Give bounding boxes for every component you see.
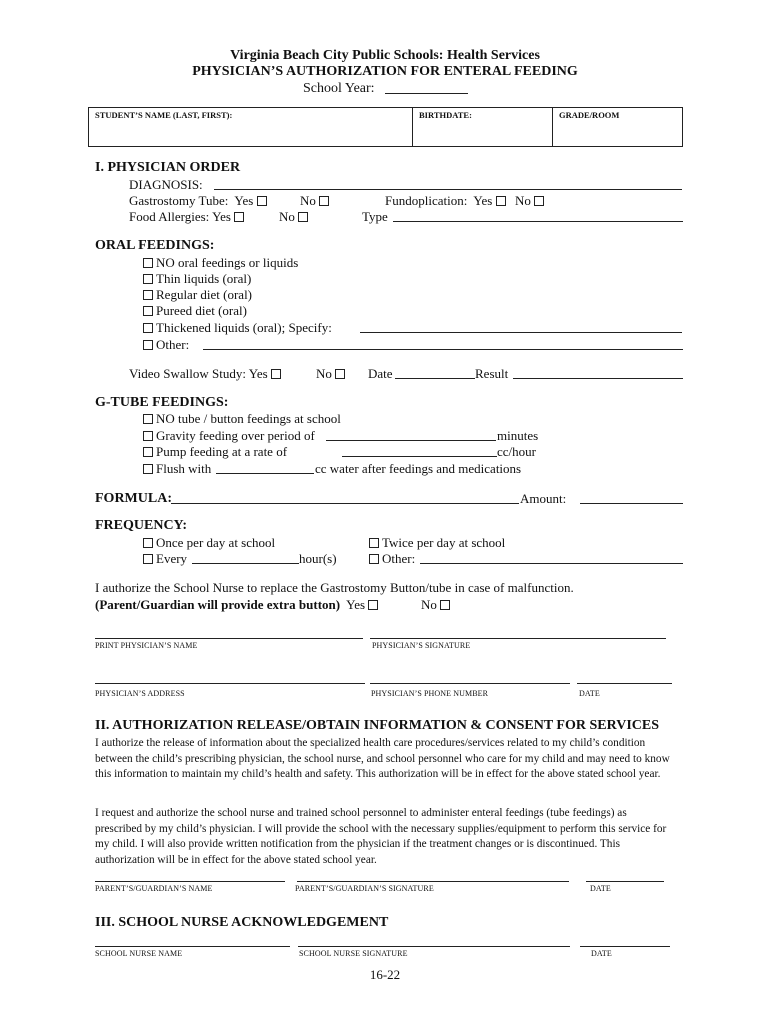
nurse-signature-label: SCHOOL NURSE SIGNATURE bbox=[299, 949, 408, 958]
fundo-yes-checkbox[interactable] bbox=[496, 196, 506, 206]
gtube-yes-checkbox[interactable] bbox=[257, 196, 267, 206]
pump-rate-field[interactable] bbox=[342, 456, 497, 457]
allergies-yes-checkbox[interactable] bbox=[234, 212, 244, 222]
section-nurse-title: III. SCHOOL NURSE ACKNOWLEDGEMENT bbox=[95, 915, 389, 930]
extra-button-row: (Parent/Guardian will provide extra button) Yes bbox=[95, 597, 381, 612]
section-physician-order-title: I. PHYSICIAN ORDER bbox=[95, 160, 241, 175]
fundo-no-checkbox[interactable] bbox=[534, 196, 544, 206]
fundoplication-row: Fundoplication: Yes No bbox=[385, 193, 547, 208]
video-swallow-row: Video Swallow Study: Yes bbox=[129, 366, 284, 381]
flush-unit: cc water after feedings and medications bbox=[315, 461, 522, 476]
parent-name-label: PARENT’S/GUARDIAN’S NAME bbox=[95, 884, 213, 893]
grade-room-cell[interactable]: GRADE/ROOM bbox=[553, 108, 683, 147]
gravity-feeding-checkbox[interactable] bbox=[143, 431, 153, 441]
gtube-no-checkbox[interactable] bbox=[319, 196, 329, 206]
authorization-paragraph-2: I request and authorize the school nurse and trained school personnel to administer enteral feedings (tube feedings) as prescribed by my child’s physician. I will provide the school with the necessary supplies/equipment to perform this service for my child. I will also provide written notification from the physician if the treatment changes or is discontinued. This authorization will be in effect for the above stated school year. bbox=[95, 807, 667, 866]
nurse-name-field[interactable] bbox=[95, 946, 290, 947]
thickened-liquids-checkbox[interactable] bbox=[143, 323, 153, 333]
video-date-label: Date bbox=[368, 366, 393, 381]
pump-rate-unit: cc/hour bbox=[497, 444, 536, 459]
extra-button-no-checkbox[interactable] bbox=[440, 600, 450, 610]
every-hours-unit: hour(s) bbox=[299, 551, 337, 566]
physician-signature-field[interactable] bbox=[370, 638, 666, 639]
allergies-no-checkbox[interactable] bbox=[298, 212, 308, 222]
diagnosis-field[interactable] bbox=[214, 189, 682, 190]
form-title: PHYSICIAN’S AUTHORIZATION FOR ENTERAL FEEDING bbox=[192, 64, 578, 79]
section-authorization-title: II. AUTHORIZATION RELEASE/OBTAIN INFORMATION & CONSENT FOR SERVICES bbox=[95, 718, 660, 733]
frequency-title: FREQUENCY: bbox=[95, 518, 188, 533]
oral-item: Other: bbox=[143, 337, 189, 352]
extra-button-yes-checkbox[interactable] bbox=[368, 600, 378, 610]
extra-button-no-group: No bbox=[421, 597, 453, 612]
oral-no-feedings-checkbox[interactable] bbox=[143, 258, 153, 268]
formula-label: FORMULA: bbox=[95, 491, 172, 506]
allergies-no-group: No bbox=[279, 209, 311, 224]
form-code: 16-22 bbox=[369, 967, 401, 982]
student-info-table bbox=[88, 107, 683, 147]
gravity-minutes-unit: minutes bbox=[497, 428, 539, 443]
student-name-cell[interactable]: STUDENT’S NAME (LAST, FIRST): bbox=[89, 108, 413, 147]
nurse-signature-field[interactable] bbox=[298, 946, 570, 947]
oral-item: Thickened liquids (oral); Specify: bbox=[143, 320, 332, 335]
gtube-feedings-title: G-TUBE FEEDINGS: bbox=[95, 395, 229, 410]
video-date-field[interactable] bbox=[395, 378, 475, 379]
physician-name-field[interactable] bbox=[95, 638, 363, 639]
allergies-row: Food Allergies: Yes bbox=[129, 209, 247, 224]
oral-other-field[interactable] bbox=[203, 349, 683, 350]
video-no-checkbox[interactable] bbox=[335, 369, 345, 379]
oral-item: Pureed diet (oral) bbox=[143, 303, 247, 318]
physician-phone-field[interactable] bbox=[370, 683, 570, 684]
regular-diet-checkbox[interactable] bbox=[143, 290, 153, 300]
parent-date-label: DATE bbox=[590, 884, 611, 893]
allergy-type-field[interactable] bbox=[393, 221, 683, 222]
oral-item: NO oral feedings or liquids bbox=[143, 255, 298, 270]
freq-every: Every bbox=[143, 551, 187, 566]
freq-other: Other: bbox=[369, 551, 415, 566]
oral-item: Regular diet (oral) bbox=[143, 287, 252, 302]
gtube-no-group: No bbox=[300, 193, 332, 208]
video-result-label: Result bbox=[475, 366, 509, 381]
video-result-field[interactable] bbox=[513, 378, 683, 379]
replace-authorization-text: I authorize the School Nurse to replace the Gastrostomy Button/tube in case of malfunction. bbox=[95, 580, 574, 595]
flush-amount-field[interactable] bbox=[216, 473, 314, 474]
allergy-type-label: Type bbox=[362, 209, 388, 224]
oral-other-checkbox[interactable] bbox=[143, 340, 153, 350]
birthdate-cell[interactable]: BIRTHDATE: bbox=[413, 108, 553, 147]
parent-name-field[interactable] bbox=[95, 881, 285, 882]
video-yes-checkbox[interactable] bbox=[271, 369, 281, 379]
physician-date-label: DATE bbox=[579, 689, 600, 698]
school-year-field[interactable] bbox=[385, 93, 468, 94]
parent-date-field[interactable] bbox=[586, 881, 664, 882]
physician-name-label: PRINT PHYSICIAN’S NAME bbox=[95, 641, 198, 650]
gtube-item: NO tube / button feedings at school bbox=[143, 411, 341, 426]
thickened-specify-field[interactable] bbox=[360, 332, 682, 333]
gtube-item: Pump feeding at a rate of bbox=[143, 444, 287, 459]
parent-signature-field[interactable] bbox=[297, 881, 569, 882]
parent-signature-label: PARENT’S/GUARDIAN’S SIGNATURE bbox=[295, 884, 434, 893]
freq-other-checkbox[interactable] bbox=[369, 554, 379, 564]
physician-address-label: PHYSICIAN’S ADDRESS bbox=[95, 689, 185, 698]
freq-once: Once per day at school bbox=[143, 535, 275, 550]
thin-liquids-checkbox[interactable] bbox=[143, 274, 153, 284]
video-no-group: No bbox=[316, 366, 348, 381]
formula-field[interactable] bbox=[171, 503, 519, 504]
freq-twice: Twice per day at school bbox=[369, 535, 505, 550]
nurse-name-label: SCHOOL NURSE NAME bbox=[95, 949, 183, 958]
every-hours-field[interactable] bbox=[192, 563, 299, 564]
freq-other-field[interactable] bbox=[420, 563, 683, 564]
gravity-minutes-field[interactable] bbox=[326, 440, 496, 441]
amount-field[interactable] bbox=[580, 503, 683, 504]
oral-feedings-title: ORAL FEEDINGS: bbox=[95, 238, 215, 253]
physician-phone-label: PHYSICIAN’S PHONE NUMBER bbox=[371, 689, 489, 698]
flush-checkbox[interactable] bbox=[143, 464, 153, 474]
pureed-diet-checkbox[interactable] bbox=[143, 306, 153, 316]
gtube-row: Gastrostomy Tube: Yes bbox=[129, 193, 270, 208]
header-district: Virginia Beach City Public Schools: Health Services bbox=[230, 48, 540, 63]
physician-date-field[interactable] bbox=[577, 683, 672, 684]
no-tube-feedings-checkbox[interactable] bbox=[143, 414, 153, 424]
amount-label: Amount: bbox=[520, 491, 567, 506]
physician-address-field[interactable] bbox=[95, 683, 365, 684]
gtube-item: Gravity feeding over period of bbox=[143, 428, 315, 443]
pump-feeding-checkbox[interactable] bbox=[143, 447, 153, 457]
oral-item: Thin liquids (oral) bbox=[143, 271, 251, 286]
physician-signature-label: PHYSICIAN’S SIGNATURE bbox=[372, 641, 471, 650]
nurse-date-label: DATE bbox=[591, 949, 612, 958]
authorization-paragraph-1: I authorize the release of information about the specialized health care procedures/services related to my child’s condition between the child’s prescribing physician, the school nurse, and school personnel who care for my child and may need to know this information to maintain my child’s health and safety. This authorization will be in effect for the above stated school year. bbox=[95, 737, 670, 780]
every-hours-checkbox[interactable] bbox=[143, 554, 153, 564]
school-year-label: School Year: bbox=[303, 81, 375, 96]
gtube-item: Flush with bbox=[143, 461, 211, 476]
nurse-date-field[interactable] bbox=[580, 946, 670, 947]
diagnosis-label: DIAGNOSIS: bbox=[129, 177, 203, 192]
once-per-day-checkbox[interactable] bbox=[143, 538, 153, 548]
twice-per-day-checkbox[interactable] bbox=[369, 538, 379, 548]
